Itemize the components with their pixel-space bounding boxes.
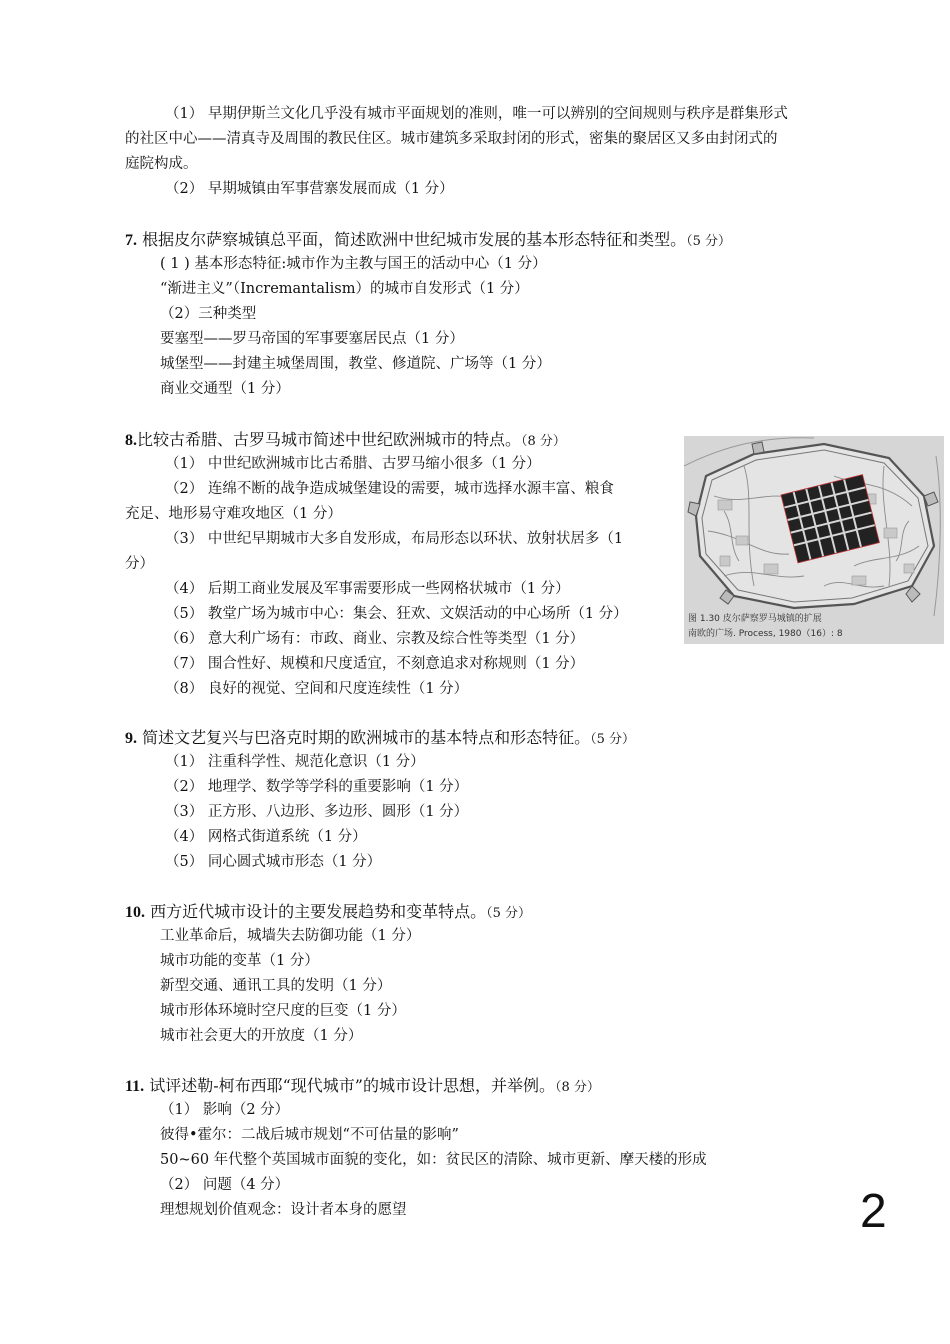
figure-caption-source: 南欧的广场. Process, 1980（16）: 8 (688, 629, 843, 639)
answer-line: （4） 后期工商业发展及军事需要形成一些网格状城市（1 分） (165, 581, 570, 597)
question-8-heading (125, 427, 566, 454)
answer-line: （2）三种类型 (160, 306, 257, 322)
answer-line: （8） 良好的视觉、空间和尺度连续性（1 分） (165, 681, 469, 697)
question-title: 简述文艺复兴与巴洛克时期的欧洲城市的基本特点和形态特征。 (142, 728, 591, 747)
answer-line: 城市社会更大的开放度（1 分） (160, 1028, 363, 1044)
question-title: 西方近代城市设计的主要发展趋势和变革特点。 (150, 902, 487, 921)
answer-line: （3） 中世纪早期城市大多自发形成，布局形态以环状、放射状居多（1 (165, 531, 624, 547)
answer-line: （2） 连绵不断的战争造成城堡建设的需要，城市选择水源丰富、粮食 (165, 481, 614, 497)
answer-line: 要塞型——罗马帝国的军事要塞居民点（1 分） (160, 331, 464, 347)
answer-line: （6） 意大利广场有：市政、商业、宗教及综合性等类型（1 分） (165, 631, 585, 647)
question-10-heading (125, 899, 531, 926)
answer-line: 彼得•霍尔：二战后城市规划“不可估量的影响” (160, 1127, 459, 1143)
answer-line: （1） 影响（2 分） (160, 1102, 290, 1118)
question-title: 试评述勒-柯布西耶“现代城市”的城市设计思想，并举例。 (149, 1076, 555, 1095)
figure-caption: 图 1.30 皮尔萨察罗马城镇的扩展 (688, 614, 822, 624)
answer-line: 城堡型——封建主城堡周围，教堂、修道院、广场等（1 分） (160, 356, 551, 372)
answer-line: （3） 正方形、八边形、多边形、圆形（1 分） (165, 804, 469, 820)
answer-line: （5） 教堂广场为城市中心：集会、狂欢、文娱活动的中心场所（1 分） (165, 606, 628, 622)
answer-line: （4） 网格式街道系统（1 分） (165, 829, 367, 845)
answer-line: 理想规划价值观念：设计者本身的愿望 (160, 1202, 407, 1218)
answer-line: 充足、地形易守难攻地区（1 分） (125, 506, 342, 522)
question-9-heading (125, 725, 635, 752)
question-score: （5 分） (686, 234, 732, 249)
answer-line: （5） 同心圆式城市形态（1 分） (165, 854, 382, 870)
answer-line: ( 1 ) 基本形态特征:城市作为主教与国王的活动中心（1 分） (160, 256, 547, 272)
intro-line-3: 庭院构成。 (125, 156, 198, 172)
question-title: 根据皮尔萨察城镇总平面，简述欧洲中世纪城市发展的基本形态特征和类型。 (142, 230, 687, 249)
intro-line-2: 的社区中心——清真寺及周围的教民住区。城市建筑多采取封闭的形式，密集的聚居区又多由封闭式的 (125, 131, 778, 147)
answer-line: 商业交通型（1 分） (160, 381, 290, 397)
question-number: 11. (125, 1078, 145, 1095)
question-11-heading (125, 1073, 600, 1100)
answer-line: （1） 中世纪欧洲城市比古希腊、古罗马缩小很多（1 分） (165, 456, 541, 472)
answer-line: 工业革命后，城墙失去防御功能（1 分） (160, 928, 421, 944)
page-number: 2 (860, 1185, 887, 1238)
question-number: 10. (125, 904, 145, 921)
answer-line: （2） 问题（4 分） (160, 1177, 290, 1193)
answer-line: 新型交通、通讯工具的发明（1 分） (160, 978, 392, 994)
answer-line: 城市功能的变革（1 分） (160, 953, 319, 969)
answer-line: （2） 地理学、数学等学科的重要影响（1 分） (165, 779, 469, 795)
question-title: 比较古希腊、古罗马城市简述中世纪欧洲城市的特点。 (137, 430, 522, 449)
question-score: （5 分） (486, 906, 532, 921)
question-score: （8 分） (555, 1080, 600, 1095)
intro-line-4: （2） 早期城镇由军事营寨发展而成（1 分） (165, 181, 454, 197)
question-score: （8 分） (521, 434, 566, 449)
answer-line: （1） 注重科学性、规范化意识（1 分） (165, 754, 425, 770)
piacenza-map-figure (684, 436, 944, 644)
question-score: （5 分） (590, 732, 636, 747)
question-number: 9. (125, 730, 137, 747)
answer-line: 分） (125, 556, 154, 572)
question-number: 8. (125, 432, 137, 449)
question-7-heading (125, 227, 731, 254)
answer-line: （7） 围合性好、规模和尺度适宜，不刻意追求对称规则（1 分） (165, 656, 585, 672)
answer-line: 城市形体环境时空尺度的巨变（1 分） (160, 1003, 406, 1019)
answer-line: “渐进主义”（Incremantalism）的城市自发形式（1 分） (160, 281, 529, 297)
answer-line: 50~60 年代整个英国城市面貌的变化，如：贫民区的清除、城市更新、摩天楼的形成 (160, 1152, 707, 1168)
question-number: 7. (125, 232, 137, 249)
intro-line-1: （1） 早期伊斯兰文化几乎没有城市平面规划的准则，唯一可以辨别的空间规则与秩序是群集形式 (165, 106, 788, 122)
